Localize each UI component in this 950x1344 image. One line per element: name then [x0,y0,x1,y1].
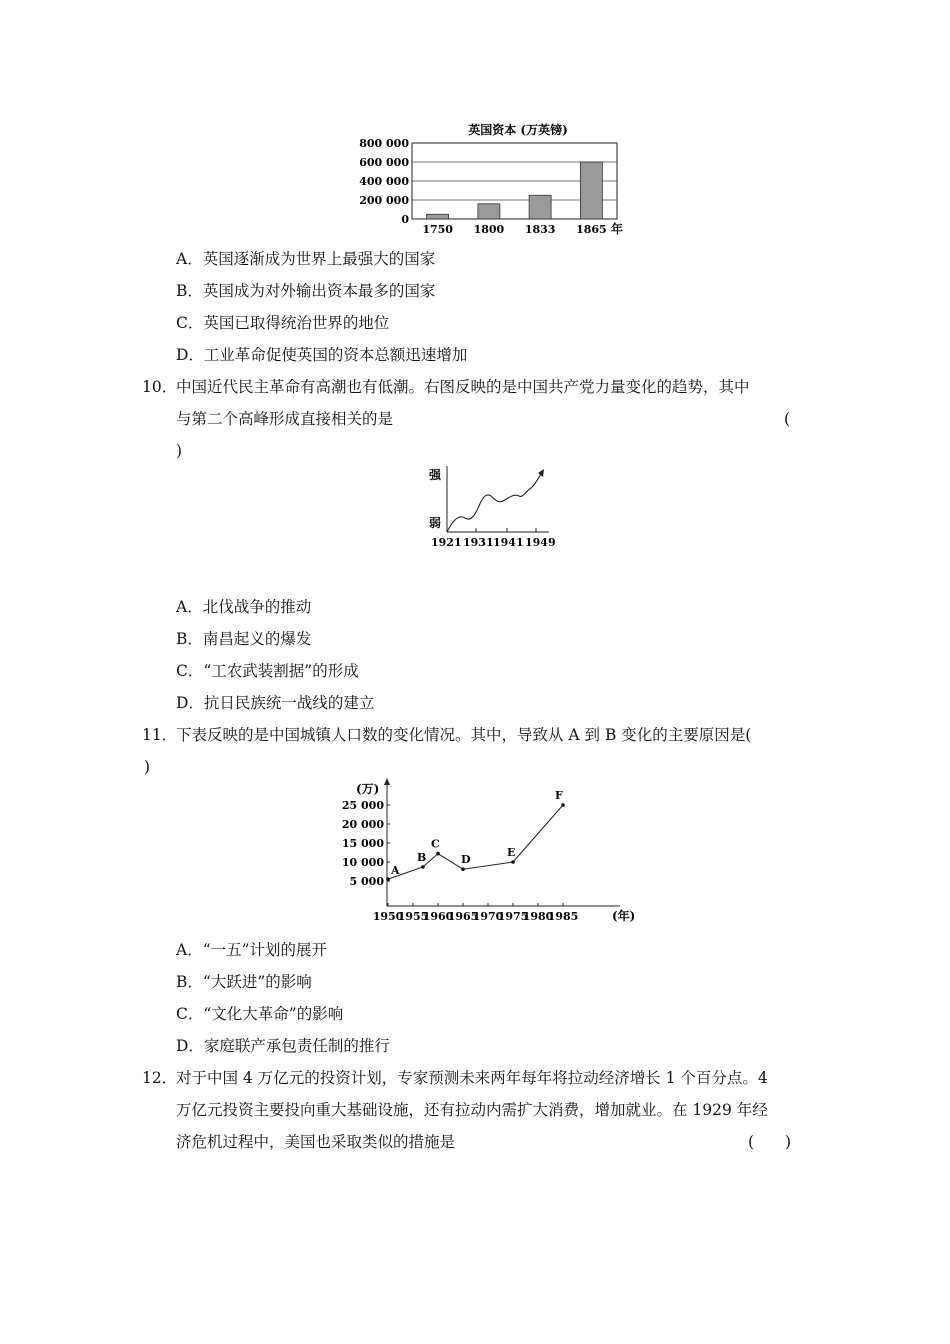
q11-option-d: D．家庭联产承包责任制的推行 [176,1037,390,1055]
y-tick-label: 0 [401,213,409,226]
bar [580,162,602,219]
y-tick-label: 15 000 [341,837,384,850]
x-tick-label: 1941 [493,536,524,549]
point-label: F [555,789,563,802]
point-label: A [391,864,400,878]
trend-curve [447,474,541,532]
x-tick-label: 1950 [372,910,404,923]
x-tick-label: 1985 [547,910,579,923]
q10-number: 10． [142,378,178,396]
bar [478,204,500,219]
point-label: C [431,837,440,851]
y-label-weak: 弱 [429,516,442,530]
y-label-strong: 强 [429,468,442,482]
q12-paren: ( ) [748,1133,792,1151]
q12-stem-line2: 万亿元投资主要投向重大基础设施，还有拉动内需扩大消费，增加就业。在 1929 年经 [176,1101,768,1119]
x-tick-label: 1975 [497,910,529,923]
point-label: E [507,846,516,859]
q10-paren-close: ) [176,442,183,460]
x-tick-label: 1921 [431,536,462,549]
party-strength-chart [425,460,565,552]
x-tick-label: 1960 [422,910,454,923]
x-tick-label: 1955 [397,910,429,923]
data-point [421,865,425,869]
q10-stem-line2: 与第二个高峰形成直接相关的是 [176,410,394,428]
q10-option-a: A．北伐战争的推动 [176,598,312,616]
y-axis-arrow [384,778,390,785]
y-tick-label: 400 000 [359,175,409,188]
x-tick-label: 1750 [422,223,453,236]
x-tick-label: 1833 [524,223,556,236]
x-tick-label: 1800 [473,223,505,236]
bar [529,195,551,219]
q10-option-b: B．南昌起义的爆发 [176,630,312,648]
y-tick-label: 600 000 [359,156,409,169]
q11-number: 11． [142,726,178,744]
y-tick-label: 25 000 [341,799,384,812]
point-label: B [417,850,427,864]
q10-paren-open: ( [784,410,791,428]
q10-option-d: D．抗日民族统一战线的建立 [176,694,375,712]
y-tick-label: 20 000 [341,818,384,831]
q9-option-b: B．英国成为对外输出资本最多的国家 [176,282,436,300]
capital-bar-chart [360,118,650,240]
point-label: D [461,853,471,867]
q11-paren-close: ) [144,758,151,776]
urban-population-chart [341,776,650,926]
y-tick-label: 10 000 [341,856,384,869]
q11-option-c: C．“文化大革命”的影响 [176,1005,344,1023]
x-unit-label: 年 [611,222,624,236]
data-point [561,803,565,807]
x-tick-label: 1931 [463,536,494,549]
q10-stem-line1: 中国近代民主革命有高潮也有低潮。右图反映的是中国共产党力量变化的趋势，其中 [176,378,750,396]
q12-stem-line1: 对于中国 4 万亿元的投资计划，专家预测未来两年每年将拉动经济增长 1 个百分点。4 [176,1069,768,1087]
bar [427,214,449,219]
y-tick-label: 800 000 [359,137,409,150]
x-tick-label: 1865 [576,223,607,236]
y-unit-label: (万) [356,782,380,796]
q11-stem-line1: 下表反映的是中国城镇人口数的变化情况。其中，导致从 A 到 B 变化的主要原因是( [176,726,752,744]
y-tick-label: 200 000 [359,194,409,207]
q9-option-a: A．英国逐渐成为世界上最强大的国家 [176,250,436,268]
q10-option-c: C．“工农武装割据”的形成 [176,662,359,680]
q9-option-d: D．工业革命促使英国的资本总额迅速增加 [176,346,468,364]
q9-option-c: C．英国已取得统治世界的地位 [176,314,390,332]
arrow-head [538,469,544,477]
q12-number: 12． [142,1069,178,1087]
q11-option-a: A．“一五”计划的展开 [176,941,328,959]
data-point [386,877,390,881]
y-tick-label: 5 000 [349,875,384,888]
data-point [461,867,465,871]
data-point [436,852,440,856]
x-tick-label: 1965 [447,910,479,923]
x-tick-label: 1970 [472,910,504,923]
q11-option-b: B．“大跃进”的影响 [176,973,312,991]
data-point [511,860,515,864]
x-tick-label: 1949 [525,536,556,549]
q12-stem-line3: 济危机过程中，美国也采取类似的措施是 [176,1133,456,1151]
x-tick-label: 1980 [522,910,554,923]
population-line [388,805,563,879]
x-unit-label: (年) [612,909,636,923]
chart-title: 英国资本 (万英镑) [468,123,568,137]
